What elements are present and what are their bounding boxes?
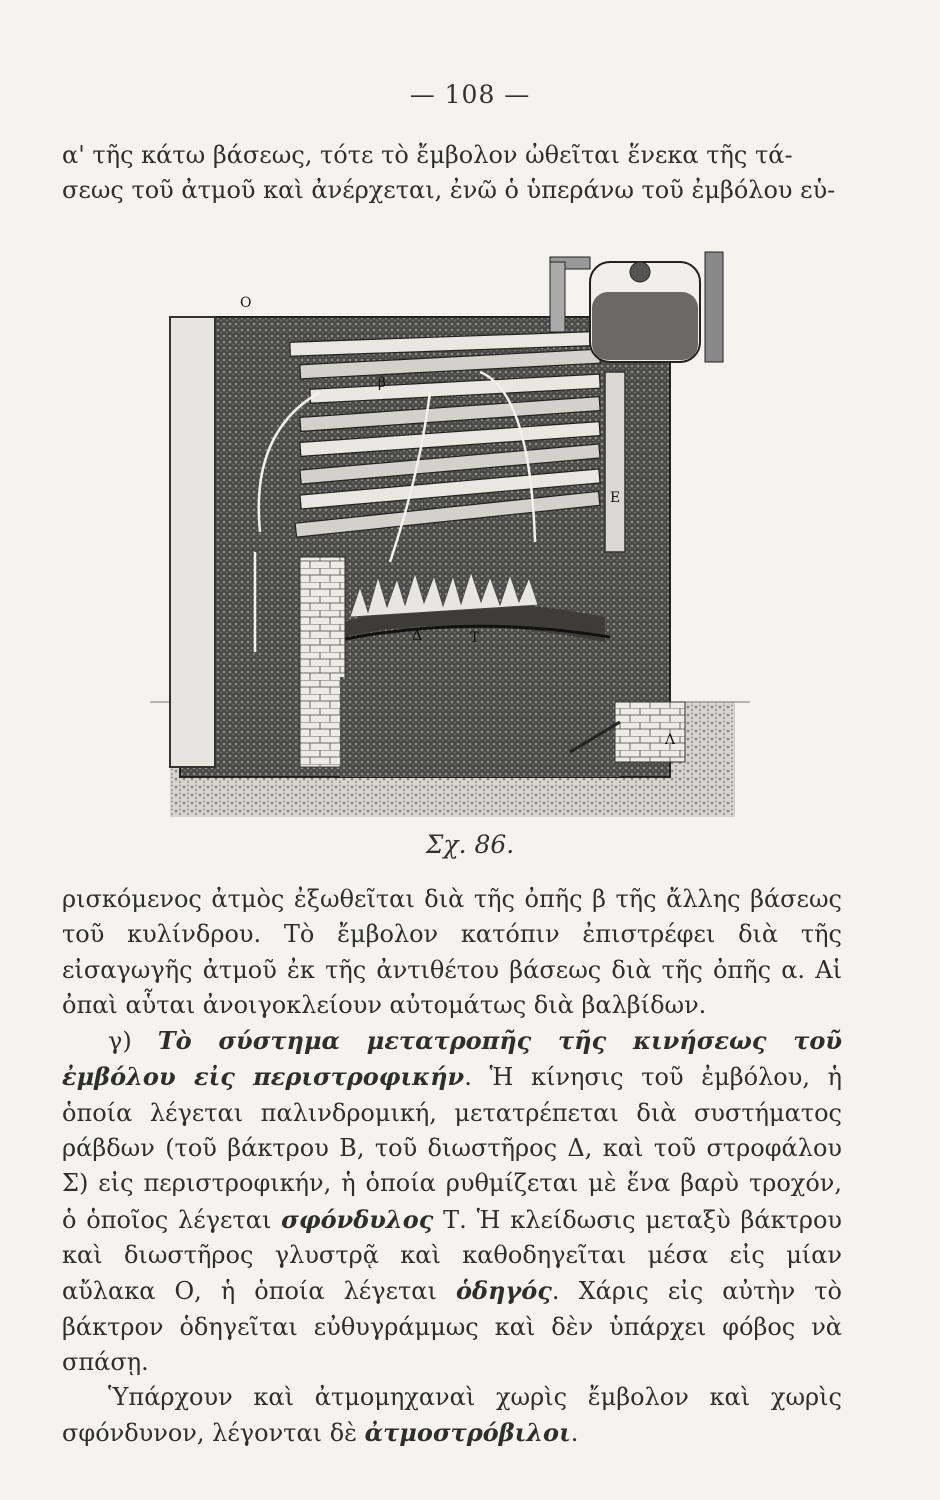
paragraph-2-text: . Ἡ κίνησις τοῦ ἐμβόλου, ἡ ὁποία λέγεται παλινδρομική, μετατρέπεται διὰ συστήματος ράβδων (τοῦ βάκτρου Β, τοῦ διωστῆρος Δ, καὶ τοῦ στροφάλου Σ) εἰς περιστροφικήν, ἡ ὁποία ρυθμίζεται μὲ ἕνα βαρὺ τροχόν, ὁ ὁποῖος λέγεται <box>62 1063 843 1234</box>
section-heading: Τὸ σύστημα μετατροπῆς τῆς κινήσεως τοῦ ἐμβόλου εἰς περιστροφικήν <box>62 1026 842 1092</box>
top-text <box>62 138 842 209</box>
paragraph-2-text: Τ. Ἡ κλείδωσις μεταξὺ βάκτρου καὶ διωστῆρος γλυστρᾷ καὶ καθοδηγεῖται μέσα εἰς μίαν αὔλακα Ο, ἡ ὁποία λέγεται <box>62 1205 843 1306</box>
label-b: β <box>378 375 387 391</box>
term-guide: ὁδηγός <box>455 1276 552 1306</box>
term-turbines: ἀτμοστρόβιλοι <box>364 1418 571 1448</box>
text-line: σεως τοῦ ἀτμοῦ καὶ ἀνέρχεται, ἐνῶ ὁ ὑπεράνω τοῦ ἐμβόλου εὑ- <box>62 176 836 205</box>
paragraph-2-text: . Χάρις εἰς αὐτὴν τὸ βάκτρον ὁδηγεῖται εὐθυγράμμως καὶ δὲν ὑπάρχει φόβος νὰ σπάσῃ. <box>62 1277 843 1376</box>
paragraph-3 <box>62 1380 842 1452</box>
text-line: α' τῆς κάτω βάσεως, τότε τὸ ἔμβολον ὠθεῖται ἕνεκα τῆς τά- <box>62 141 793 169</box>
paragraph-3-end: . <box>570 1419 579 1448</box>
paragraph-3-text: Ὑπάρχουν καὶ ἀτμομηχαναὶ χωρὶς ἔμβολον καὶ χωρὶς σφόνδυνον, λέγονται δὲ <box>62 1383 842 1448</box>
term-flywheel: σφόνδυλος <box>281 1204 434 1234</box>
boiler-illustration <box>150 232 750 827</box>
paragraph-1: ρισκόμενος ἀτμὸς ἐξωθεῖται διὰ τῆς ὀπῆς β τῆς ἄλλης βάσεως τοῦ κυλίνδρου. Τὸ ἔμβολον κατόπιν ἐπιστρέφει διὰ τῆς εἰσαγωγῆς ἀτμοῦ ἐκ τῆς ἀντιθέτου βάσεως διὰ τῆς ὀπῆς α. Αἱ ὀπαὶ αὗται ἀνοιγοκλείουν αὐτομάτως διὰ βαλβίδων. <box>62 885 842 1019</box>
label-o: O <box>240 295 252 311</box>
body-text <box>62 882 842 1452</box>
list-marker: γ) <box>108 1027 158 1056</box>
paragraph-2 <box>62 1023 842 1380</box>
page-number: — 108 — <box>409 80 531 109</box>
figure-caption: Σχ. 86. <box>425 830 515 859</box>
label-t: T <box>470 630 480 646</box>
label-d: Δ <box>412 628 423 644</box>
label-e: E <box>610 490 621 506</box>
boiler-figure <box>150 232 750 827</box>
label-l: Λ <box>665 732 676 748</box>
